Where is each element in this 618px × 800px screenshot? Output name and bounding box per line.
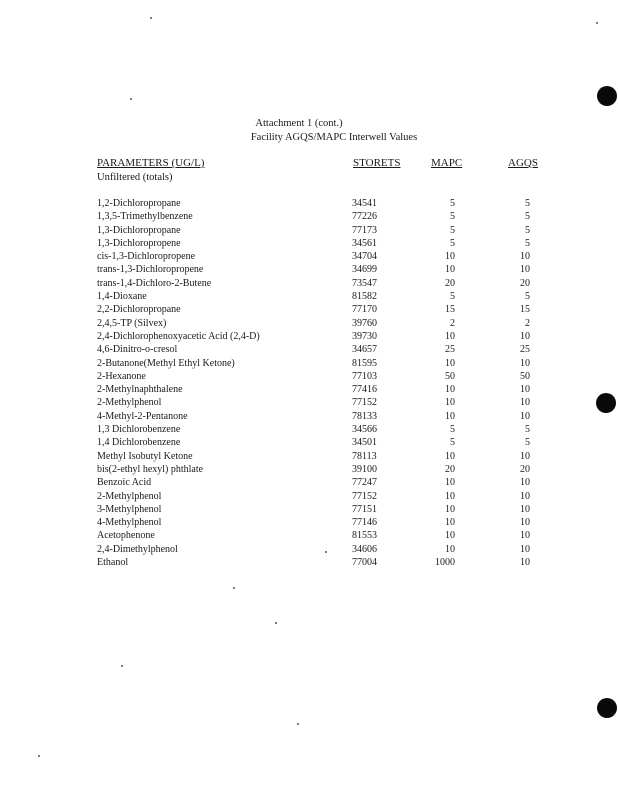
table-row [0, 277, 618, 290]
storet-code: 77170 [352, 304, 377, 316]
table-row [0, 476, 618, 489]
scan-speck [275, 622, 277, 624]
agqs-value: 5 [525, 291, 530, 303]
agqs-value: 10 [520, 490, 530, 502]
parameter-name: 1,2-Dichloropropane [97, 198, 181, 209]
agqs-value: 50 [520, 370, 530, 382]
table-row [0, 330, 618, 343]
storet-code: 81595 [352, 357, 377, 369]
parameter-name: Ethanol [97, 557, 129, 569]
parameter-name: 2-Butanone(Methyl Ethyl Ketone) [97, 357, 235, 369]
table-row [0, 543, 618, 556]
storet-code: 34566 [352, 424, 377, 436]
mapc-value: 10 [445, 503, 455, 515]
mapc-value: 5 [450, 198, 455, 209]
table-row [0, 197, 618, 210]
scan-speck [130, 98, 132, 100]
mapc-value: 5 [450, 437, 455, 449]
mapc-value: 1000 [435, 557, 455, 569]
table-row [0, 529, 618, 542]
table-row [0, 290, 618, 303]
agqs-value: 20 [520, 463, 530, 475]
table-row [0, 490, 618, 503]
agqs-value: 10 [520, 397, 530, 409]
mapc-value: 5 [450, 291, 455, 303]
agqs-value: 10 [520, 517, 530, 529]
agqs-value: 10 [520, 264, 530, 276]
storet-code: 77152 [352, 490, 377, 502]
table-row [0, 556, 618, 569]
mapc-value: 5 [450, 224, 455, 236]
storet-code: 34657 [352, 344, 377, 356]
parameter-name: cis-1,3-Dichloropropene [97, 251, 196, 263]
parameter-name: 4-Methyl-2-Pentanone [97, 410, 188, 422]
parameter-name: Benzoic Acid [97, 477, 152, 489]
table-row [0, 370, 618, 383]
agqs-value: 10 [520, 557, 530, 569]
agqs-value: 5 [525, 424, 530, 436]
mapc-value: 10 [445, 490, 455, 502]
mapc-value: 10 [445, 450, 455, 462]
agqs-value: 25 [520, 344, 530, 356]
storet-code: 34704 [352, 251, 377, 263]
agqs-value: 10 [520, 530, 530, 542]
agqs-value: 10 [520, 251, 530, 263]
agqs-value: 10 [520, 503, 530, 515]
storet-code: 39760 [352, 317, 377, 329]
scan-speck [233, 587, 235, 589]
table-row [0, 210, 618, 223]
mapc-value: 20 [445, 277, 455, 289]
table-row [0, 343, 618, 356]
table-row [0, 303, 618, 316]
storet-code: 77152 [352, 397, 377, 409]
agqs-value: 5 [525, 211, 530, 223]
parameter-name: 1,3,5-Trimethylbenzene [97, 211, 193, 223]
storet-code: 77226 [352, 211, 377, 223]
storet-code: 77173 [352, 224, 377, 236]
parameter-name: 2,4-Dimethylphenol [97, 543, 178, 555]
column-header-agqs: AGQS [508, 157, 538, 169]
scan-speck [297, 723, 299, 725]
mapc-value: 10 [445, 251, 455, 263]
parameter-name: Methyl Isobutyl Ketone [97, 450, 193, 462]
parameter-name: 2,2-Dichloropropane [97, 304, 181, 316]
document-title: Attachment 1 (cont.) [255, 118, 343, 129]
parameter-name: 4,6-Dinitro-o-cresol [97, 344, 178, 356]
mapc-value: 2 [450, 317, 455, 329]
parameter-name: 2-Methylnaphthalene [97, 384, 183, 396]
mapc-value: 10 [445, 357, 455, 369]
table-row [0, 436, 618, 449]
mapc-value: 10 [445, 543, 455, 555]
storet-code: 78133 [352, 410, 377, 422]
parameter-name: 1,3-Dichloropropane [97, 224, 181, 236]
agqs-value: 5 [525, 237, 530, 249]
agqs-value: 20 [520, 277, 530, 289]
parameter-name: Acetophenone [97, 530, 155, 542]
parameter-name: 1,3-Dichloropropene [97, 237, 181, 249]
storet-code: 77416 [352, 384, 377, 396]
parameter-name: 2-Hexanone [97, 370, 146, 382]
storet-code: 39730 [352, 330, 377, 342]
scan-speck [596, 22, 598, 24]
table-row [0, 423, 618, 436]
agqs-value: 15 [520, 304, 530, 316]
agqs-value: 5 [525, 437, 530, 449]
parameter-name: 3-Methylphenol [97, 503, 162, 515]
parameter-name: 2-Methylphenol [97, 490, 162, 502]
mapc-value: 10 [445, 477, 455, 489]
parameter-name: 2,4,5-TP (Silvex) [97, 317, 167, 329]
agqs-value: 10 [520, 357, 530, 369]
storet-code: 77146 [352, 517, 377, 529]
storet-code: 77103 [352, 370, 377, 382]
scan-speck [38, 755, 40, 757]
storet-code: 81553 [352, 530, 377, 542]
table-row [0, 224, 618, 237]
agqs-value: 10 [520, 330, 530, 342]
mapc-value: 5 [450, 424, 455, 436]
table-row [0, 357, 618, 370]
scan-speck [150, 17, 152, 19]
storet-code: 34501 [352, 437, 377, 449]
mapc-value: 5 [450, 211, 455, 223]
storet-code: 34561 [352, 237, 377, 249]
storet-code: 81582 [352, 291, 377, 303]
mapc-value: 10 [445, 517, 455, 529]
column-header-parameters: PARAMETERS (UG/L) [97, 157, 205, 169]
parameter-name: bis(2-ethyl hexyl) phthlate [97, 463, 204, 475]
storet-code: 34606 [352, 543, 377, 555]
parameter-name: trans-1,4-Dichloro-2-Butene [97, 277, 212, 289]
mapc-value: 10 [445, 397, 455, 409]
agqs-value: 2 [525, 317, 530, 329]
mapc-value: 15 [445, 304, 455, 316]
table-row [0, 250, 618, 263]
storet-code: 77151 [352, 503, 377, 515]
storet-code: 77247 [352, 477, 377, 489]
mapc-value: 5 [450, 237, 455, 249]
storet-code: 77004 [352, 557, 377, 569]
storet-code: 39100 [352, 463, 377, 475]
storet-code: 73547 [352, 277, 377, 289]
table-subheader: Unfiltered (totals) [97, 172, 173, 183]
parameter-name: 2,4-Dichlorophenoxyacetic Acid (2,4-D) [97, 330, 260, 342]
agqs-value: 5 [525, 198, 530, 209]
mapc-value: 10 [445, 330, 455, 342]
parameter-name: 1,4 Dichlorobenzene [97, 437, 181, 449]
table-row [0, 383, 618, 396]
mapc-value: 10 [445, 264, 455, 276]
parameter-name: 1,4-Dioxane [97, 291, 147, 303]
table-row [0, 263, 618, 276]
storet-code: 34541 [352, 198, 377, 209]
parameter-name: 4-Methylphenol [97, 517, 162, 529]
agqs-value: 10 [520, 543, 530, 555]
scan-speck [121, 665, 123, 667]
column-header-mapc: MAPC [431, 157, 463, 169]
table-row [0, 237, 618, 250]
table-row [0, 516, 618, 529]
storet-code: 78113 [352, 450, 377, 462]
mapc-value: 50 [445, 370, 455, 382]
mapc-value: 10 [445, 410, 455, 422]
table-row [0, 410, 618, 423]
agqs-value: 10 [520, 450, 530, 462]
mapc-value: 25 [445, 344, 455, 356]
agqs-value: 10 [520, 410, 530, 422]
table-row [0, 503, 618, 516]
parameter-name: 1,3 Dichlorobenzene [97, 424, 181, 436]
agqs-value: 5 [525, 224, 530, 236]
agqs-value: 10 [520, 384, 530, 396]
parameter-name: trans-1,3-Dichloropropene [97, 264, 204, 276]
parameter-table-body [0, 197, 618, 569]
mapc-value: 10 [445, 384, 455, 396]
punch-hole-bottom [597, 698, 617, 718]
column-header-storets: STORETS [353, 157, 401, 169]
mapc-value: 20 [445, 463, 455, 475]
document-subtitle: Facility AGQS/MAPC Interwell Values [250, 132, 418, 143]
punch-hole-top [597, 86, 617, 106]
agqs-value: 10 [520, 477, 530, 489]
table-row [0, 463, 618, 476]
parameter-name: 2-Methylphenol [97, 397, 162, 409]
table-row [0, 450, 618, 463]
table-row [0, 396, 618, 409]
table-row [0, 317, 618, 330]
storet-code: 34699 [352, 264, 377, 276]
mapc-value: 10 [445, 530, 455, 542]
